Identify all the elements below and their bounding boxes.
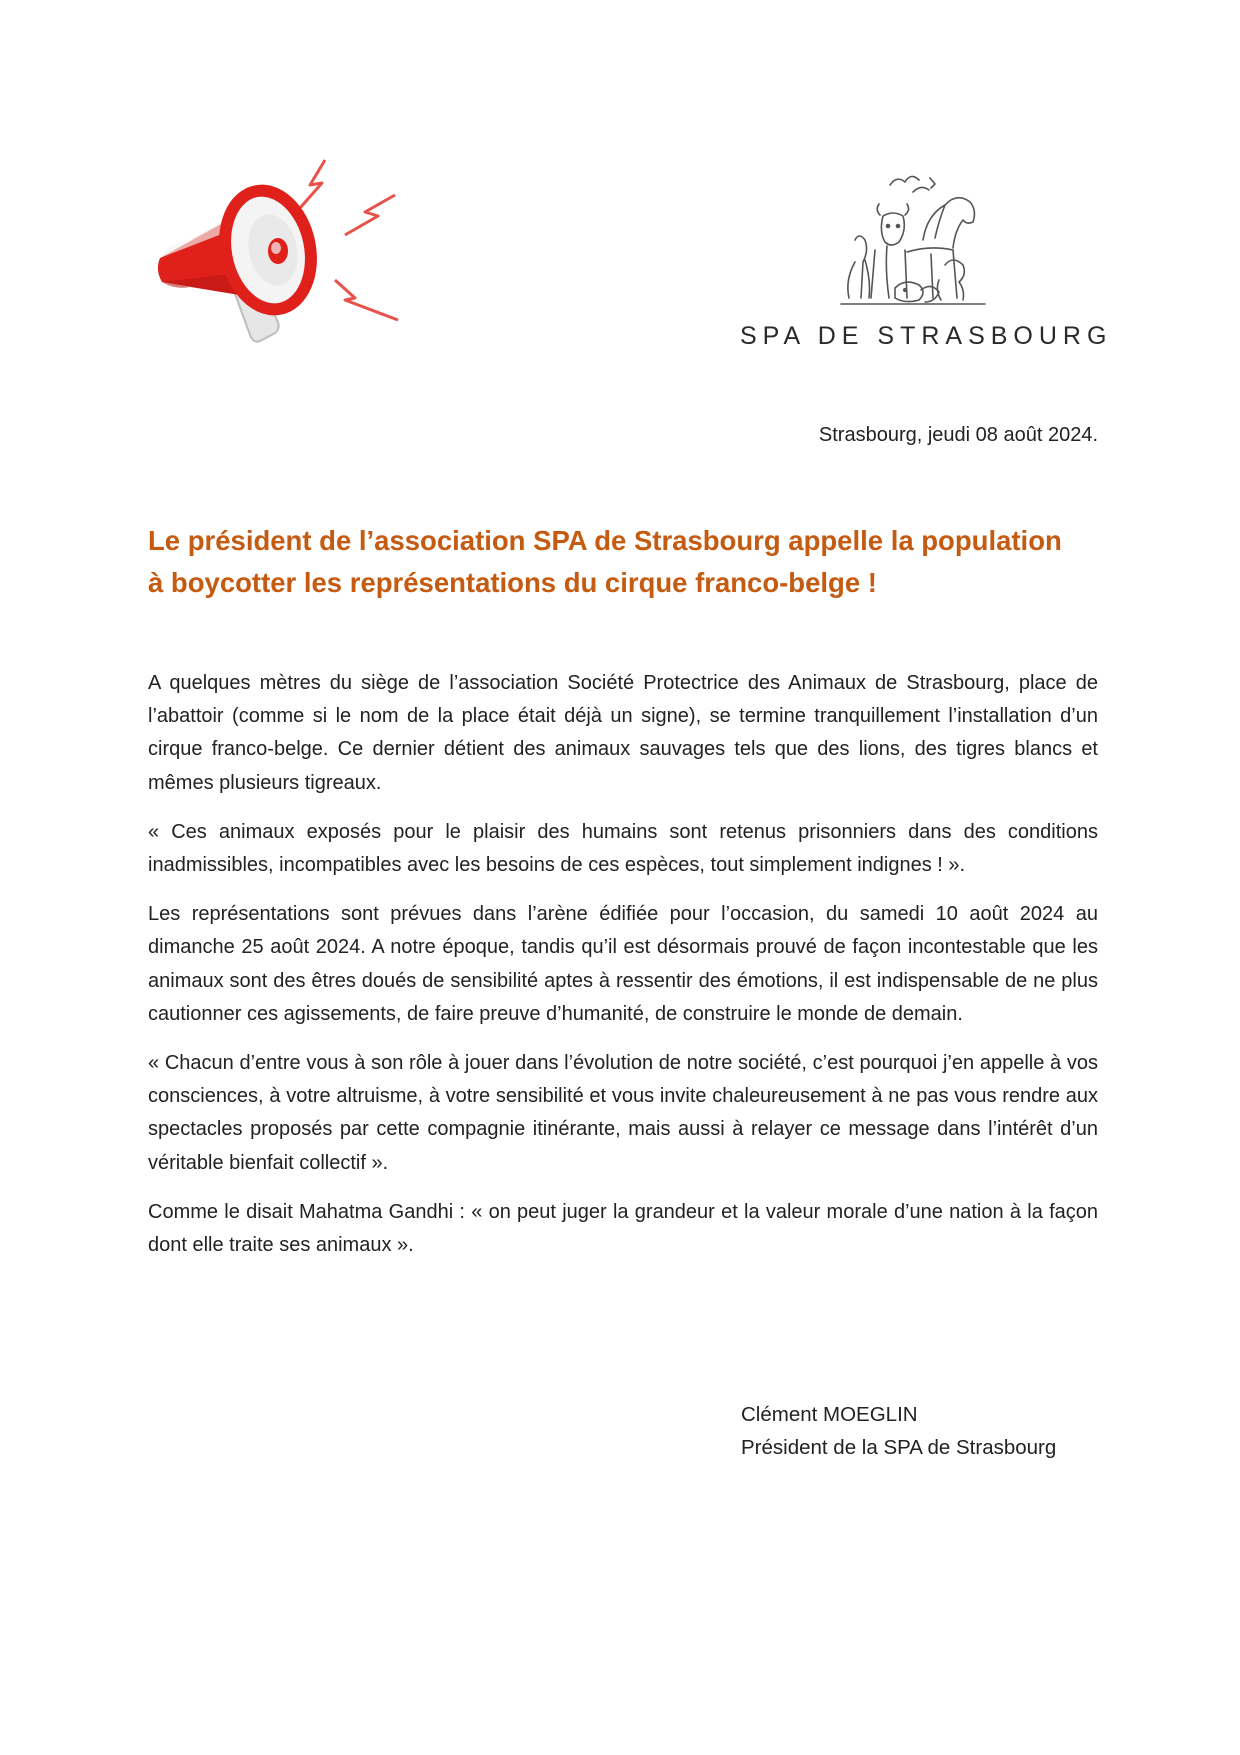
paragraph: Les représentations sont prévues dans l’arène édifiée pour l’occasion, du samedi 10 août 2024 au dimanche 25 août 2024. A notre époque, tandis qu’il est désormais prouvé de façon incontestable que les animaux sont des êtres doués de sensibilité aptes à ressentir des émotions, il est indispensable de ne plus cautionner ces agissements, de faire preuve d’humanité, de construire le monde de demain.: [148, 903, 1098, 1025]
document-date: Strasbourg, jeudi 08 août 2024.: [818, 424, 1098, 446]
paragraph: A quelques mètres du siège de l’association Société Protectrice des Animaux de Strasbourg, place de l’abattoir (comme si le nom de la place était déjà un signe), se termine tranquillement l’installation d’un cirque franco-belge. Ce dernier détient des animaux sauvages tels que des lions, des tigres blancs et mêmes plusieurs tigreaux.: [148, 672, 1098, 794]
paragraph: « Chacun d’entre vous à son rôle à jouer dans l’évolution de notre société, c’est pourquoi j’en appelle à vos consciences, à votre altruisme, à votre sensibilité et vous invite chaleureusement à ne pas vous rendre aux spectacles proposés par cette compagnie itinérante, mais aussi à relayer ce message dans l’intérêt d’un véritable bienfait collectif ».: [148, 1052, 1098, 1174]
spa-logo: [740, 170, 1113, 360]
lightning-bolt-icon: [345, 195, 395, 235]
logo-text: SPA DE STRASBOURG: [740, 322, 1113, 350]
lightning-bolt-icon: [300, 160, 325, 208]
lightning-bolt-icon: [335, 280, 398, 320]
megaphone-icon: [150, 150, 410, 360]
paragraph: « Ces animaux exposés pour le plaisir des humains sont retenus prisonniers dans des conditions inadmissibles, incompatibles avec les besoins de ces espèces, tout simplement indignes ! ».: [148, 820, 1098, 877]
signature-role: Président de la SPA de Strasbourg: [741, 1436, 1057, 1459]
animals-illustration-icon: [835, 170, 995, 315]
document-body: [148, 667, 1098, 1278]
title-line: Le président de l’association SPA de Strasbourg appelle la population: [148, 525, 1062, 556]
document-title: [148, 520, 1098, 604]
title-line: à boycotter les représentations du cirque franco-belge !: [148, 567, 877, 598]
paragraph: Comme le disait Mahatma Gandhi : « on peut juger la grandeur et la valeur morale d’une nation à la façon dont elle traite ses animaux ».: [148, 1200, 1098, 1257]
signature-block: [741, 1398, 1056, 1464]
signature-name: Clément MOEGLIN: [741, 1403, 918, 1426]
